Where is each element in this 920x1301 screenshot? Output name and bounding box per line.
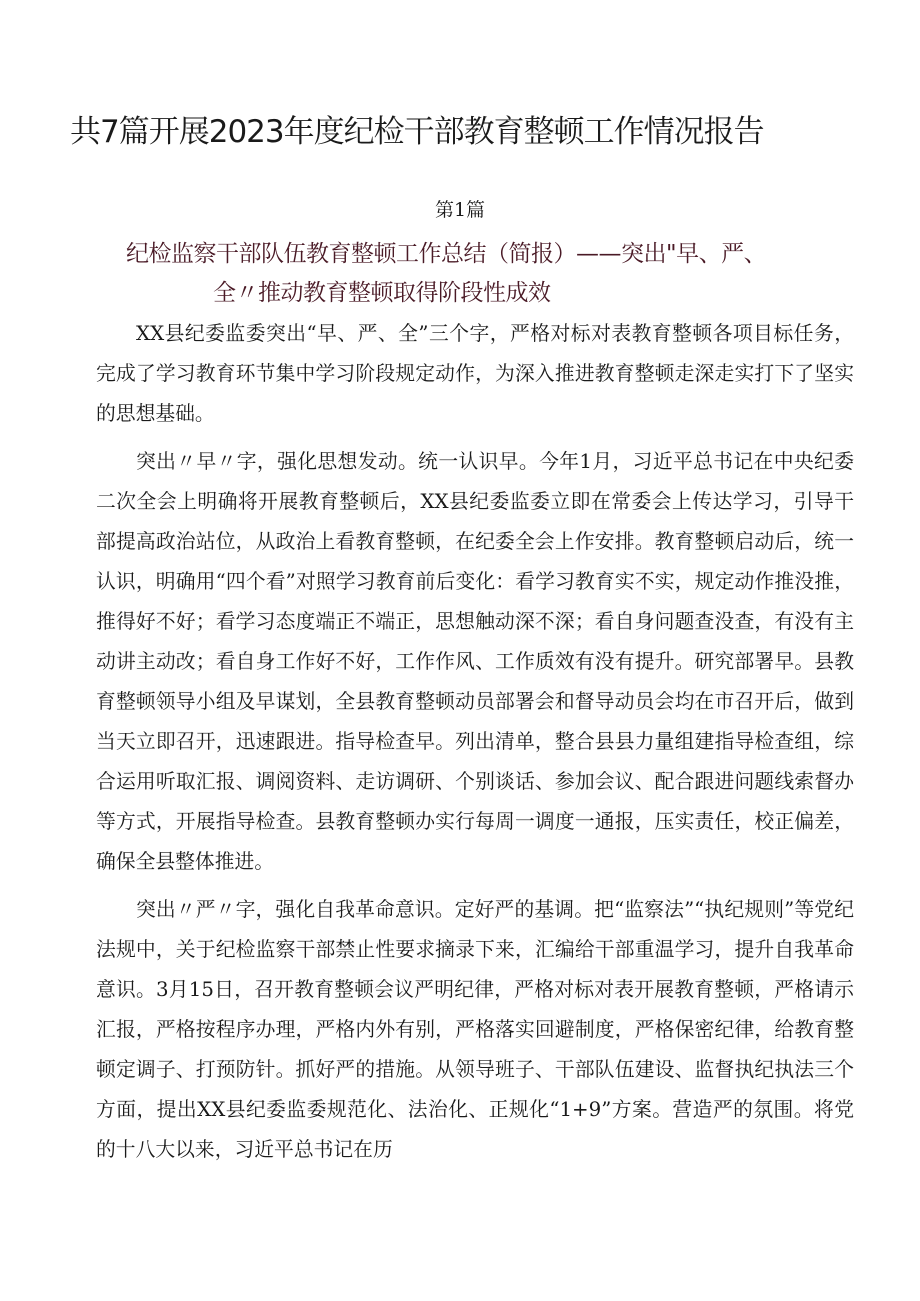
part-label: 第1篇 bbox=[434, 199, 486, 221]
body-paragraph-1: XX县纪委监委突出“早、严、全”三个字，严格对标对表教育整顿各项目标任务，完成了学习教育环节集中学习阶段规定动作，为深入推进教育整顿走深走实打下了坚实的思想基础。 bbox=[96, 322, 854, 425]
section-subtitle-line-2: 全〃推动教育整顿取得阶段性成效 bbox=[213, 280, 551, 306]
section-subtitle-line-1: 纪检监察干部队伍教育整顿工作总结（简报）——突出"早、严、 bbox=[126, 241, 767, 267]
body-text bbox=[96, 314, 854, 1178]
body-paragraph-2: 突出〃早〃字，强化思想发动。统一认识早。今年1月，习近平总书记在中央纪委二次全会上明确将开展教育整顿后，XX县纪委监委立即在常委会上传达学习，引导干部提高政治站位，从政治上看教育整顿，在纪委全会上作安排。教育整顿启动后，统一认识，明确用“四个看”对照学习教育前后变化：看学习教育实不实，规定动作推没推，推得好不好；看学习态度端正不端正，思想触动深不深；看自身问题查没查，有没有主动讲主动改；看自身工作好不好，工作作风、工作质效有没有提升。研究部署早。县教育整顿领导小组及早谋划，全县教育整顿动员部署会和督导动员会均在市召开后，做到当天立即召开，迅速跟进。指导检查早。列出清单，整合县县力量组建指导检查组，综合运用听取汇报、调阅资料、走访调研、个别谈话、参加会议、配合跟进问题线索督办等方式，开展指导检查。县教育整顿办实行每周一调度一通报，压实责任，校正偏差，确保全县整体推进。 bbox=[96, 450, 854, 873]
document-title: 共7篇开展2023年度纪检干部教育整顿工作情况报告 bbox=[70, 114, 764, 150]
body-paragraph-3: 突出〃严〃字，强化自我革命意识。定好严的基调。把“监察法”“执纪规则”等党纪法规中，关于纪检监察干部禁止性要求摘录下来，汇编给干部重温学习，提升自我革命意识。3月15日，召开教育整顿会议严明纪律，严格对标对表开展教育整顿，严格请示汇报，严格按程序办理，严格内外有别，严格落实回避制度，严格保密纪律，给教育整顿定调子、打预防针。抓好严的措施。从领导班子、干部队伍建设、监督执纪执法三个方面，提出XX县纪委监委规范化、法治化、正规化“1+9”方案。营造严的氛围。将党的十八大以来，习近平总书记在历 bbox=[96, 898, 854, 1161]
